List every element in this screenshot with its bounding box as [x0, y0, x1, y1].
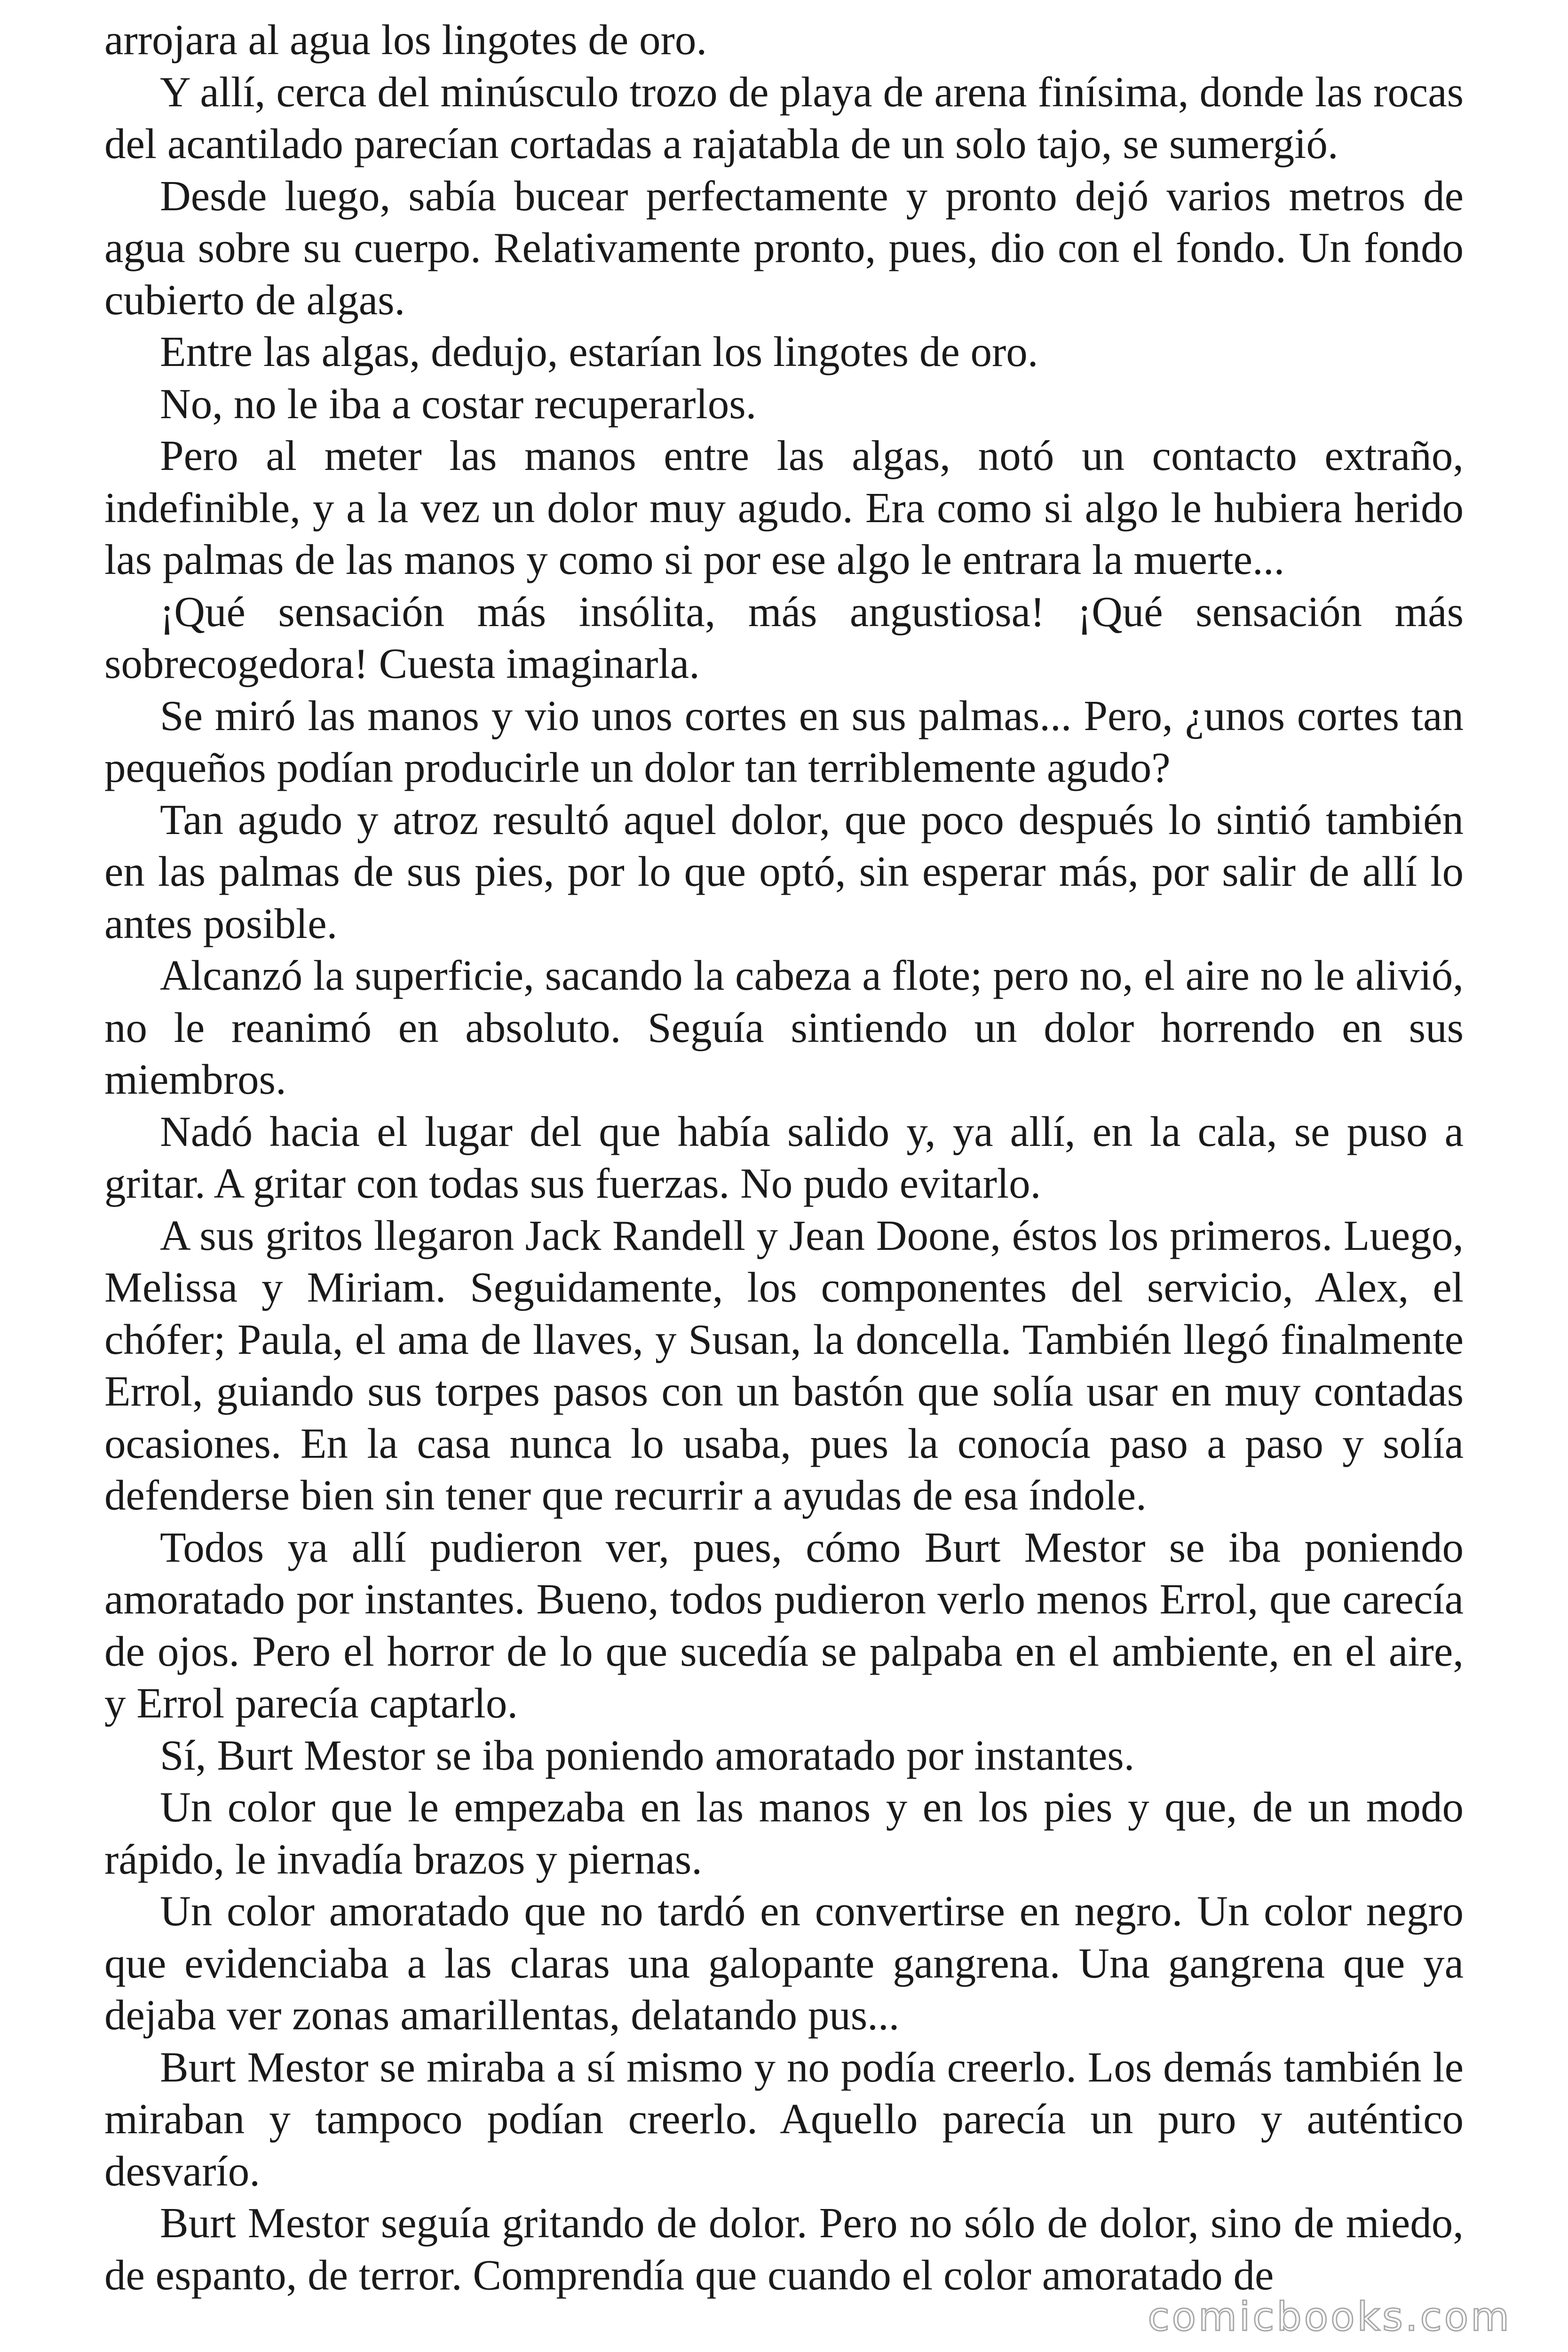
paragraph: Todos ya allí pudieron ver, pues, cómo Burt Mestor se iba poniendo amoratado por instantes. Bueno, todos pudieron verlo menos Errol, que carecía de ojos. Pero el horror de lo que sucedía se palpaba en el ambiente, en el aire, y Errol parecía captarlo.	[104, 1523, 1464, 1727]
body-text	[104, 14, 1464, 2301]
paragraph: Burt Mestor seguía gritando de dolor. Pero no sólo de dolor, sino de miedo, de espanto, de terror. Comprendía que cuando el color amoratado de	[104, 2199, 1464, 2299]
paragraph: ¡Qué sensación más insólita, más angustiosa! ¡Qué sensación más sobrecogedora! Cuesta imaginarla.	[104, 588, 1464, 687]
watermark: comicbooks.com	[1148, 2294, 1512, 2340]
paragraph: Pero al meter las manos entre las algas, notó un contacto extraño, indefinible, y a la vez un dolor muy agudo. Era como si algo le hubiera herido las palmas de las manos y como si por ese algo le entrara la muerte...	[104, 432, 1464, 583]
paragraph: Desde luego, sabía bucear perfectamente y pronto dejó varios metros de agua sobre su cuerpo. Relativamente pronto, pues, dio con el fondo. Un fondo cubierto de algas.	[104, 172, 1464, 324]
paragraph: Entre las algas, dedujo, estarían los lingotes de oro.	[160, 328, 1038, 375]
paragraph: A sus gritos llegaron Jack Randell y Jean Doone, éstos los primeros. Luego, Melissa y Miriam. Seguidamente, los componentes del servicio, Alex, el chófer; Paula, el ama de llaves, y Susan, la doncella. También llegó finalmente Errol, guiando sus torpes pasos con un bastón que solía usar en muy contadas ocasiones. En la casa nunca lo usaba, pues la conocía paso a paso y solía defenderse bien sin tener que recurrir a ayudas de esa índole.	[104, 1211, 1464, 1519]
paragraph: No, no le iba a costar recuperarlos.	[160, 380, 757, 428]
paragraph: Un color que le empezaba en las manos y en los pies y que, de un modo rápido, le invadía brazos y piernas.	[104, 1783, 1464, 1883]
paragraph: Nadó hacia el lugar del que había salido y, ya allí, en la cala, se puso a gritar. A gritar con todas sus fuerzas. No pudo evitarlo.	[104, 1107, 1464, 1207]
paragraph: arrojara al agua los lingotes de oro.	[104, 16, 707, 64]
paragraph: Se miró las manos y vio unos cortes en sus palmas... Pero, ¿unos cortes tan pequeños podían producirle un dolor tan terriblemente agudo?	[104, 691, 1464, 791]
paragraph: Sí, Burt Mestor se iba poniendo amoratado por instantes.	[160, 1731, 1135, 1779]
paragraph: Tan agudo y atroz resultó aquel dolor, que poco después lo sintió también en las palmas de sus pies, por lo que optó, sin esperar más, por salir de allí lo antes posible.	[104, 795, 1464, 947]
paragraph: Un color amoratado que no tardó en convertirse en negro. Un color negro que evidenciaba a las claras una galopante gangrena. Una gangrena que ya dejaba ver zonas amarillentas, delatando pus...	[104, 1887, 1464, 2039]
paragraph: Burt Mestor se miraba a sí mismo y no podía creerlo. Los demás también le miraban y tampoco podían creerlo. Aquello parecía un puro y auténtico desvarío.	[104, 2043, 1464, 2195]
paragraph: Y allí, cerca del minúsculo trozo de playa de arena finísima, donde las rocas del acantilado parecían cortadas a rajatabla de un solo tajo, se sumergió.	[104, 68, 1464, 167]
paragraph: Alcanzó la superficie, sacando la cabeza a flote; pero no, el aire no le alivió, no le reanimó en absoluto. Seguía sintiendo un dolor horrendo en sus miembros.	[104, 952, 1464, 1103]
